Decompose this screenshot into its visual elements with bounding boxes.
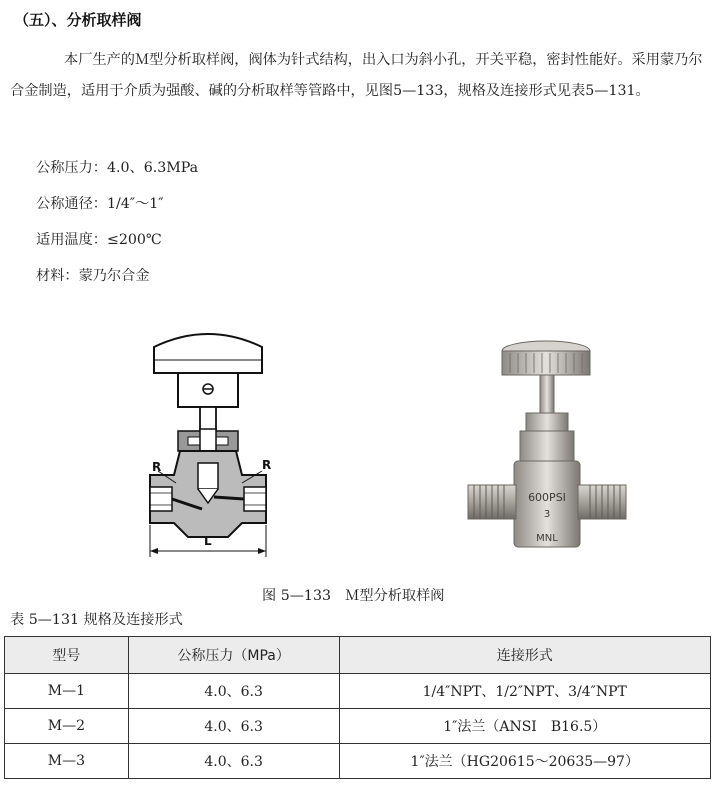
photo-marking-pressure: 600PSI [528,491,566,504]
cell-pressure: 4.0、6.3 [128,744,339,779]
table-row [5,709,711,744]
radius-label-right: R [262,458,272,472]
spec-table [4,636,711,779]
length-label: L [204,534,212,548]
photo-marking-maker: MNL [536,533,558,544]
cell-connection: 1″法兰（ANSI B16.5） [339,709,710,744]
spec-material: 材料：蒙乃尔合金 [36,268,150,284]
figure-caption: 图 5—133 Ｍ型分析取样阀 [262,588,445,604]
spec-temperature: 适用温度：≤200℃ [36,232,162,248]
section-heading: （五）、分析取样阀 [14,11,142,29]
cell-pressure: 4.0、6.3 [128,674,339,709]
intro-text: 本厂生产的Ｍ型分析取样阀，阀体为针式结构，出入口为斜小孔，开关平稳，密封性能好。采用蒙乃尔合金制造，适用于介质为强酸、碱的分析取样等管路中，见图5—133，规格及连接形式见表5—131。 [10,52,703,99]
cell-connection: 1″法兰（HG20615～20635—97） [339,744,710,779]
table-header-row [5,637,711,674]
valve-product-photo [450,333,650,558]
cell-model: M—3 [5,744,129,779]
spec-nominal-diameter: 公称通径：1/4″～1″ [36,196,164,212]
valve-section-drawing [118,325,298,565]
cell-pressure: 4.0、6.3 [128,709,339,744]
radius-label-left: R [152,460,162,474]
photo-marking-size: 3 [543,509,551,520]
table-row [5,744,711,779]
cell-model: M—1 [5,674,129,709]
table-title: 表 5—131 规格及连接形式 [10,612,183,628]
header-model: 型号 [5,637,129,674]
table-row [5,674,711,709]
cell-connection: 1/4″NPT、1/2″NPT、3/4″NPT [339,674,710,709]
intro-paragraph [10,45,710,107]
header-pressure: 公称压力（MPa） [128,637,339,674]
cell-model: M—2 [5,709,129,744]
spec-nominal-pressure: 公称压力：4.0、6.3MPa [36,160,199,176]
header-connection: 连接形式 [339,637,710,674]
